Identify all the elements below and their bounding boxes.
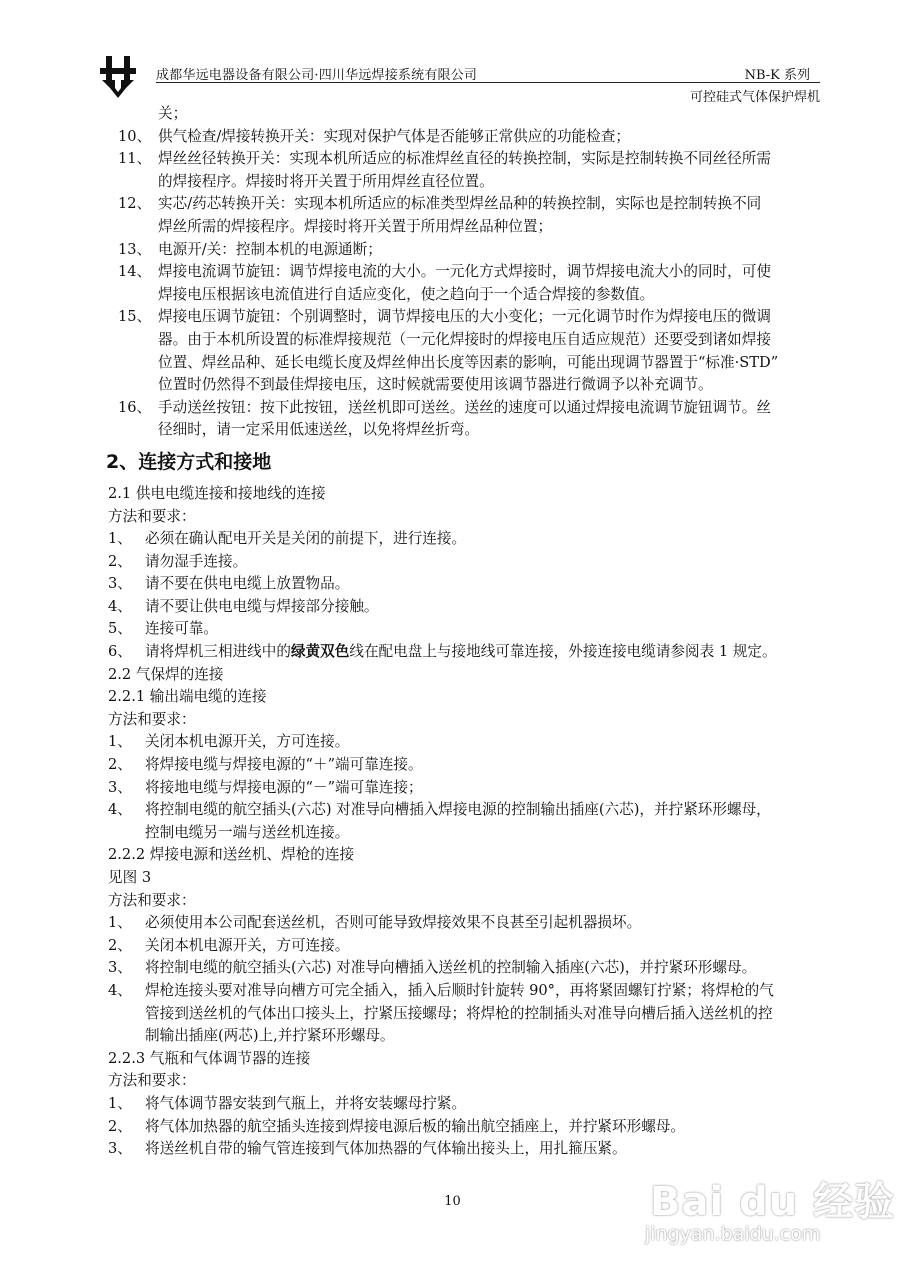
text-line: 焊丝所需的焊接程序。焊接时将开关置于所用焊丝品种位置； — [158, 217, 553, 235]
item-number: 5、 — [108, 620, 132, 638]
text-line: 见图 3 — [108, 869, 152, 886]
item-number: 3、 — [108, 1140, 132, 1158]
item-text: 请不要让供电电缆与焊接部分接触。 — [145, 597, 379, 615]
item-number: 2、 — [108, 552, 132, 570]
item-text: 将气体加热器的航空插头连接到焊接电源后板的输出航空插座上，并拧紧环形螺母。 — [145, 1117, 685, 1135]
text-line: 2.2.2 焊接电源和送丝机、焊枪的连接 — [108, 846, 355, 864]
list-item — [108, 1116, 828, 1139]
item-number: 6、 — [108, 643, 132, 661]
item-number: 1、 — [108, 530, 132, 548]
item-number: 3、 — [108, 959, 132, 977]
item-text: 将气体调节器安装到气瓶上，并将安装螺母拧紧。 — [145, 1094, 467, 1112]
item-text: 焊接电压调节旋钮：个别调整时，调节焊接电压的大小变化；一元化调节时作为焊接电压的微调 — [158, 308, 771, 326]
text-line: 方法和要求： — [108, 507, 196, 525]
text-line: 位置、焊丝品种、延长电缆长度及焊丝伸出长度等因素的影响，可能出现调节器置于“标准·STD” — [158, 353, 779, 371]
watermark-url: jingyan.baidu.com — [645, 1223, 821, 1245]
control-description-list — [108, 103, 828, 442]
item-number: 12、 — [118, 195, 152, 213]
watermark-brand: Bai du 经验 — [650, 1179, 896, 1225]
list-item — [108, 148, 828, 171]
item-text: 必须在确认配电开关是关闭的前提下，进行连接。 — [145, 530, 467, 548]
item-text: 必须使用本公司配套送丝机，否则可能导致焊接效果不良甚至引起机器损坏。 — [145, 914, 642, 932]
company-name: 成都华远电器设备有限公司·四川华远焊接系统有限公司 — [156, 68, 478, 83]
text-line: 的焊接程序。焊接时将开关置于所用焊丝直径位置。 — [158, 172, 494, 190]
text-line: 2.2.1 输出端电缆的连接 — [108, 688, 267, 706]
item-number: 15、 — [118, 308, 152, 326]
list-item — [108, 957, 828, 980]
item-text: 实芯/药芯转换开关：实现本机所适应的标准类型焊丝品种的转换控制，实际也是控制转换不同 — [158, 195, 762, 213]
list-item — [108, 731, 828, 754]
item-text: 关闭本机电源开关，方可连接。 — [145, 936, 350, 954]
item-text: 请不要在供电电缆上放置物品。 — [145, 575, 350, 593]
text-line: 2.2 气保焊的连接 — [108, 665, 224, 683]
item-text: 焊接电流调节旋钮：调节焊接电流的大小。一元化方式焊接时，调节焊接电流大小的同时，可使 — [158, 263, 771, 281]
item-text: 将接地电缆与焊接电源的“－”端可靠连接； — [145, 778, 423, 796]
item-number: 1、 — [108, 914, 132, 932]
list-item — [108, 618, 828, 641]
text-line: 方法和要求： — [108, 891, 196, 909]
emphasis-text: 绿黄双色 — [290, 643, 350, 661]
baidu-watermark — [645, 1170, 896, 1245]
list-item — [108, 239, 828, 262]
item-text: 焊丝丝径转换开关：实现本机所适应的标准焊丝直径的转换控制，实际是控制转换不同丝径所需 — [158, 150, 771, 168]
item-number: 4、 — [108, 981, 132, 999]
product-series: NB-K 系列 — [744, 68, 810, 83]
item-text: 连接可靠。 — [145, 620, 218, 638]
list-item — [108, 912, 828, 935]
list-item — [108, 777, 828, 800]
list-item — [108, 528, 828, 551]
text-line: 2.2.3 气瓶和气体调节器的连接 — [108, 1049, 311, 1067]
list-item — [108, 799, 828, 822]
item-text: 将控制电缆的航空插头(六芯) 对准导向槽插入送丝机的控制输入插座(六芯)，并拧紧环形螺母。 — [145, 959, 757, 977]
list-item — [108, 1138, 828, 1161]
item-number: 10、 — [118, 127, 152, 145]
item-number: 2、 — [108, 1117, 132, 1135]
text-line: 方法和要求： — [108, 710, 196, 728]
item-text: 焊枪连接头要对准导向槽方可完全插入，插入后顺时针旋转 90°，再将紧固螺钉拧紧；将焊枪的气 — [145, 981, 774, 999]
list-item — [108, 261, 828, 284]
list-item — [108, 306, 828, 329]
text-line: 管接到送丝机的气体出口接头上，拧紧压接螺母；将焊枪的控制插头对准导向槽后插入送丝机的控 — [145, 1004, 773, 1022]
product-name: 可控硅式气体保护焊机 — [689, 90, 820, 105]
text-line: 器。由于本机所设置的标准焊接规范（一元化焊接时的焊接电压自适应规范）还要受到诸如焊接 — [158, 330, 771, 348]
text-line: 关； — [158, 105, 188, 122]
item-text: 将送丝机自带的输气管连接到气体加热器的气体输出接头上，用扎箍压紧。 — [145, 1140, 627, 1158]
item-number: 16、 — [118, 398, 152, 416]
list-item — [108, 596, 828, 619]
list-item — [108, 397, 828, 420]
connection-instructions — [108, 483, 828, 1161]
item-number: 14、 — [118, 263, 152, 281]
list-item — [108, 193, 828, 216]
text-line: 控制电缆另一端与送丝机连接。 — [145, 823, 350, 841]
list-item — [108, 980, 828, 1003]
item-text: 请勿湿手连接。 — [145, 552, 248, 570]
item-number: 3、 — [108, 778, 132, 796]
item-number: 3、 — [108, 575, 132, 593]
text-line: 位置时仍然得不到最佳焊接电压，这时候就需要使用该调节器进行微调予以补充调节。 — [158, 376, 713, 394]
item-text: 电源开/关：控制本机的电源通断； — [158, 240, 382, 258]
item-number: 13、 — [118, 240, 152, 258]
item-text: 关闭本机电源开关，方可连接。 — [145, 733, 350, 751]
item-text: 供气检查/焊接转换开关：实现对保护气体是否能够正常供应的功能检查； — [158, 127, 630, 145]
item-number: 1、 — [108, 733, 132, 751]
text-line: 焊接电压根据该电流值进行自适应变化，使之趋向于一个适合焊接的参数值。 — [158, 285, 655, 303]
list-item — [108, 126, 828, 149]
list-item — [108, 573, 828, 596]
item-number: 1、 — [108, 1094, 132, 1112]
list-item — [108, 754, 828, 777]
list-item — [108, 641, 828, 664]
list-item — [108, 551, 828, 574]
text-line: 方法和要求： — [108, 1072, 196, 1090]
item-number: 11、 — [118, 150, 152, 168]
item-text: 将控制电缆的航空插头(六芯) 对准导向槽插入焊接电源的控制输出插座(六芯)，并拧紧环形螺母， — [145, 801, 771, 819]
list-item — [108, 935, 828, 958]
section-heading: 2、连接方式和接地 — [106, 450, 272, 473]
company-logo-icon — [98, 54, 138, 100]
text-line: 2.1 供电电缆连接和接地线的连接 — [108, 484, 326, 502]
text-line: 径细时，请一定采用低速送丝，以免将焊丝折弯。 — [158, 421, 480, 439]
item-number: 4、 — [108, 597, 132, 615]
text-line: 制输出插座(两芯)上,并拧紧环形螺母。 — [145, 1027, 395, 1045]
item-text — [145, 641, 777, 664]
item-text: 将焊接电缆与焊接电源的“＋”端可靠连接。 — [145, 756, 423, 774]
item-text-part: 线在配电盘上与接地线可靠连接，外接连接电缆请参阅表 1 规定。 — [349, 643, 777, 661]
header-rule — [156, 82, 820, 83]
document-body — [108, 103, 828, 1161]
item-number: 2、 — [108, 936, 132, 954]
item-text-part: 请将焊机三相进线中的 — [145, 643, 291, 661]
item-number: 2、 — [108, 756, 132, 774]
item-text: 手动送丝按钮：按下此按钮，送丝机即可送丝。送丝的速度可以通过焊接电流调节旋钮调节。丝 — [158, 398, 771, 416]
item-number: 4、 — [108, 801, 132, 819]
page-number: 10 — [444, 1194, 461, 1209]
list-item — [108, 1093, 828, 1116]
